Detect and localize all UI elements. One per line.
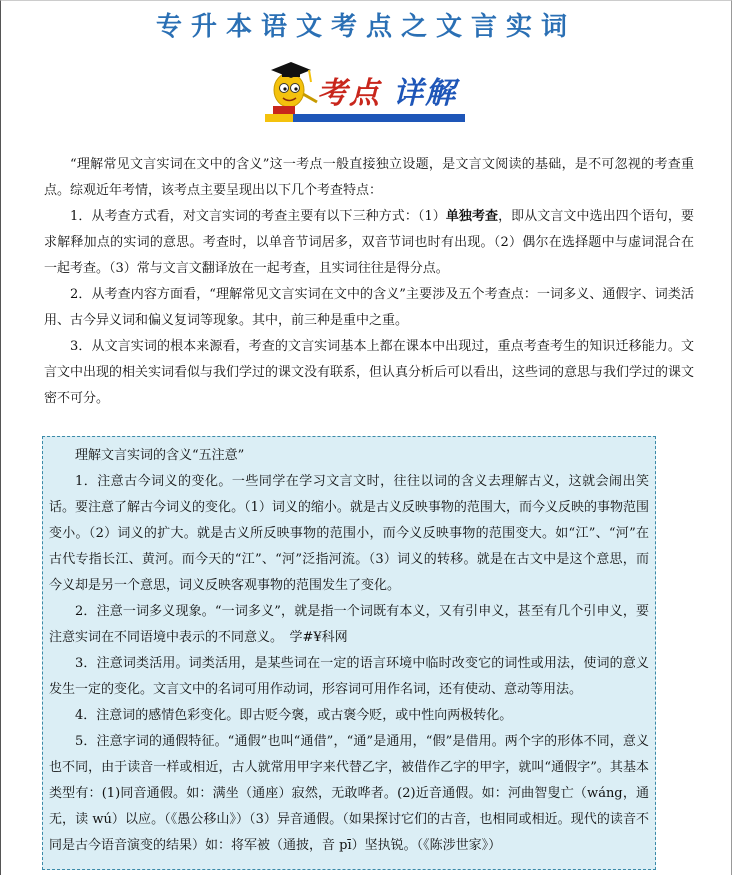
intro-paragraph-2-bold: 单独考查 [445, 209, 499, 224]
graduate-mascot-icon [265, 58, 321, 116]
box-paragraph-1: 1．注意古今词义的变化。一些同学在学习文言文时，往往以词的含义去理解古义，这就会闹出笑话。要注意了解古今词义的变化。（1）词义的缩小。就是古义反映事物的范围大，而今义反映的事物范围变小。（2）词义的扩大。就是古义所反映事物的范围小，而今义反映事物的范围变大。如“江”、“河”在古代专指长江、黄河。而今天的“江”、“河”泛指河流。（3）词义的转移。就是在古文中是这个意思，而今义却是另一个意思，词义反映客观事物的范围发生了变化。 [49, 474, 649, 593]
intro-paragraph-2-start: 1．从考查方式看，对文言实词的考查主要有以下三种方式：（1） [70, 209, 446, 224]
kaodian-banner [265, 58, 465, 124]
banner-word-xiangjie: 详解 [393, 76, 457, 111]
page-title: 专升本语文考点之文言实词 [155, 12, 576, 42]
banner-heading [317, 68, 457, 112]
five-notes-box [42, 436, 656, 870]
box-paragraph-5: 5．注意字词的通假特征。“通假”也叫“通借”，“通”是通用，“假”是借用。两个字的形体不同，意义也不同，由于读音一样或相近，古人就常用甲字来代替乙字，被借作乙字的甲字，就叫“通假字”。其基本类型有：(1)同音通假。如：满坐（通座）寂然，无敢哗者。(2)近音通假。如：河曲智叟亡（wáng，通无，读 wú）以应。（《愚公移山》）（3）异音通假。（如果探讨它们的古音，也相同或相近。现代的读音不同是古今语音演变的结果）如：将军被（通披，音 pī）坚执锐。（《陈涉世家》） [49, 734, 649, 853]
box-paragraph-3: 3．注意词类活用。词类活用，是某些词在一定的语言环境中临时改变它的词性或用法，使词的意义发生一定的变化。文言文中的名词可用作动词，形容词可用作名词，还有使动、意动等用法。 [49, 656, 649, 697]
intro-paragraph-1: “理解常见文言实词在文中的含义”这一考点一般直接独立设题，是文言文阅读的基础，是不可忽视的考查重点。综观近年考情，该考点主要呈现出以下几个考查特点： [44, 157, 694, 198]
box-paragraph-2: 2．注意一词多义现象。“一词多义”，就是指一个词既有本义，又有引申义，甚至有几个引申义，要注意实词在不同语境中表示的不同意义。 学#¥科网 [49, 604, 649, 645]
intro-paragraph-3: 2．从考查内容方面看，“理解常见文言实词在文中的含义”主要涉及五个考查点：一词多义、通假字、词类活用、古今异义词和偏义复词等现象。其中，前三种是重中之重。 [44, 287, 694, 328]
intro-paragraph-4: 3．从文言实词的根本来源看，考查的文言实词基本上都在课本中出现过，重点考查考生的知识迁移能力。文言文中出现的相关实词看似与我们学过的课文没有联系，但认真分析后可以看出，这些词的意思与我们学过的课文密不可分。 [44, 339, 695, 406]
intro-paragraph-2-end: ，即从文言文中选出四个语句，要求解释加点的实词的意思。考查时，以单音节词居多，双音节词也时有出现。（2）偶尔在选择题中与虚词混合在一起考查。（3）常与文言文翻译放在一起考查，且实词往往是得分点。 [44, 209, 694, 276]
intro-paragraph-2 [44, 204, 694, 282]
box-paragraph-4: 4．注意词的感情色彩变化。即古贬今褒，或古褒今贬，或中性向两极转化。 [75, 708, 513, 723]
box-title: 理解文言实词的含义“五注意” [75, 448, 245, 463]
intro-section [44, 152, 694, 412]
banner-underline [265, 114, 465, 122]
banner-word-kaodian: 考点 [317, 76, 381, 111]
